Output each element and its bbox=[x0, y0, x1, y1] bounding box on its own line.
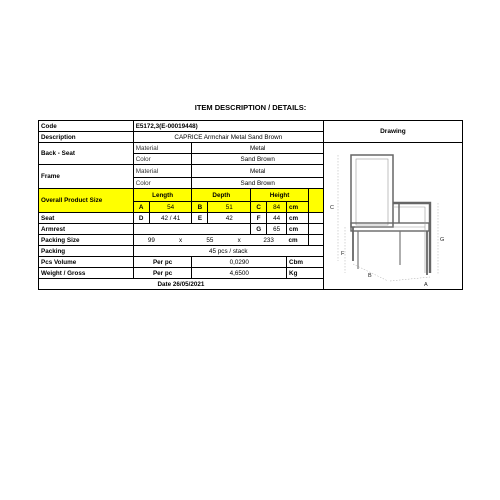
spec-table bbox=[38, 120, 463, 290]
packing-length: 99 bbox=[133, 235, 169, 246]
overall-unit: cm bbox=[287, 202, 309, 213]
dim-d-letter: D bbox=[133, 213, 149, 224]
overall-empty bbox=[308, 189, 323, 213]
dim-f-label: F bbox=[340, 251, 345, 257]
packing-value: 45 pcs / stack bbox=[133, 246, 323, 257]
pcs-volume-label: Pcs Volume bbox=[39, 257, 134, 268]
dim-a-label: A bbox=[423, 282, 428, 286]
packing-unit: cm bbox=[287, 235, 309, 246]
dim-f-value: 44 bbox=[267, 213, 287, 224]
dim-a-value: 54 bbox=[149, 202, 192, 213]
dim-c-letter: C bbox=[251, 202, 267, 213]
drawing-area bbox=[323, 143, 462, 290]
dim-g-value: 65 bbox=[267, 224, 287, 235]
pcs-volume-value: 0,0290 bbox=[192, 257, 287, 268]
frame-color-label: Color bbox=[133, 178, 192, 189]
seat-unit: cm bbox=[287, 213, 309, 224]
armrest-unit: cm bbox=[287, 224, 309, 235]
packing-x1: x bbox=[169, 235, 192, 246]
drawing-header: Drawing bbox=[323, 121, 462, 143]
frame-material-label: Material bbox=[133, 165, 192, 178]
back-seat-color-label: Color bbox=[133, 154, 192, 165]
armrest-empty-2 bbox=[308, 224, 323, 235]
weight-unit: Kg bbox=[287, 268, 324, 279]
dim-e-value: 42 bbox=[208, 213, 251, 224]
armchair-drawing bbox=[324, 143, 462, 286]
pcs-volume-unit: Cbm bbox=[287, 257, 324, 268]
dim-d-value: 42 / 41 bbox=[149, 213, 192, 224]
frame-color: Sand Brown bbox=[192, 178, 323, 189]
dim-f-letter: F bbox=[251, 213, 267, 224]
overall-size-label: Overall Product Size bbox=[39, 189, 134, 213]
dim-e-letter: E bbox=[192, 213, 208, 224]
dim-a-letter: A bbox=[133, 202, 149, 213]
frame-label: Frame bbox=[39, 165, 134, 189]
spec-sheet bbox=[38, 103, 463, 363]
dim-b-value: 51 bbox=[208, 202, 251, 213]
weight-value: 4,6500 bbox=[192, 268, 287, 279]
seat-empty bbox=[308, 213, 323, 224]
back-seat-color: Sand Brown bbox=[192, 154, 323, 165]
dim-c-value: 84 bbox=[267, 202, 287, 213]
description-label: Description bbox=[39, 132, 134, 143]
dim-b-label: B bbox=[367, 273, 372, 279]
dim-g-label: G bbox=[439, 237, 445, 243]
pcs-volume-per: Per pc bbox=[133, 257, 192, 268]
back-seat-material-label: Material bbox=[133, 143, 192, 154]
packing-size-label: Packing Size bbox=[39, 235, 134, 246]
packing-x2: x bbox=[228, 235, 251, 246]
height-header: Height bbox=[251, 189, 309, 202]
packing-height: 233 bbox=[251, 235, 287, 246]
weight-per: Per pc bbox=[133, 268, 192, 279]
description-value: CAPRICE Armchair Metal Sand Brown bbox=[133, 132, 323, 143]
packing-label: Packing bbox=[39, 246, 134, 257]
packing-width: 55 bbox=[192, 235, 228, 246]
back-seat-label: Back - Seat bbox=[39, 143, 134, 165]
armrest-empty bbox=[133, 224, 250, 235]
weight-label: Weight / Gross bbox=[39, 268, 134, 279]
dim-c-label: C bbox=[329, 205, 334, 211]
back-seat-material: Metal bbox=[192, 143, 323, 154]
dim-b-letter: B bbox=[192, 202, 208, 213]
armrest-label: Armrest bbox=[39, 224, 134, 235]
code-value: E5172,3(E-00019448) bbox=[133, 121, 323, 132]
length-header: Length bbox=[133, 189, 192, 202]
seat-label: Seat bbox=[39, 213, 134, 224]
frame-material: Metal bbox=[192, 165, 323, 178]
sheet-title: ITEM DESCRIPTION / DETAILS: bbox=[194, 103, 307, 112]
dim-g-letter: G bbox=[251, 224, 267, 235]
packing-size-empty bbox=[308, 235, 323, 246]
date-row: Date 26/05/2021 bbox=[39, 279, 324, 290]
depth-header: Depth bbox=[192, 189, 251, 202]
code-label: Code bbox=[39, 121, 134, 132]
